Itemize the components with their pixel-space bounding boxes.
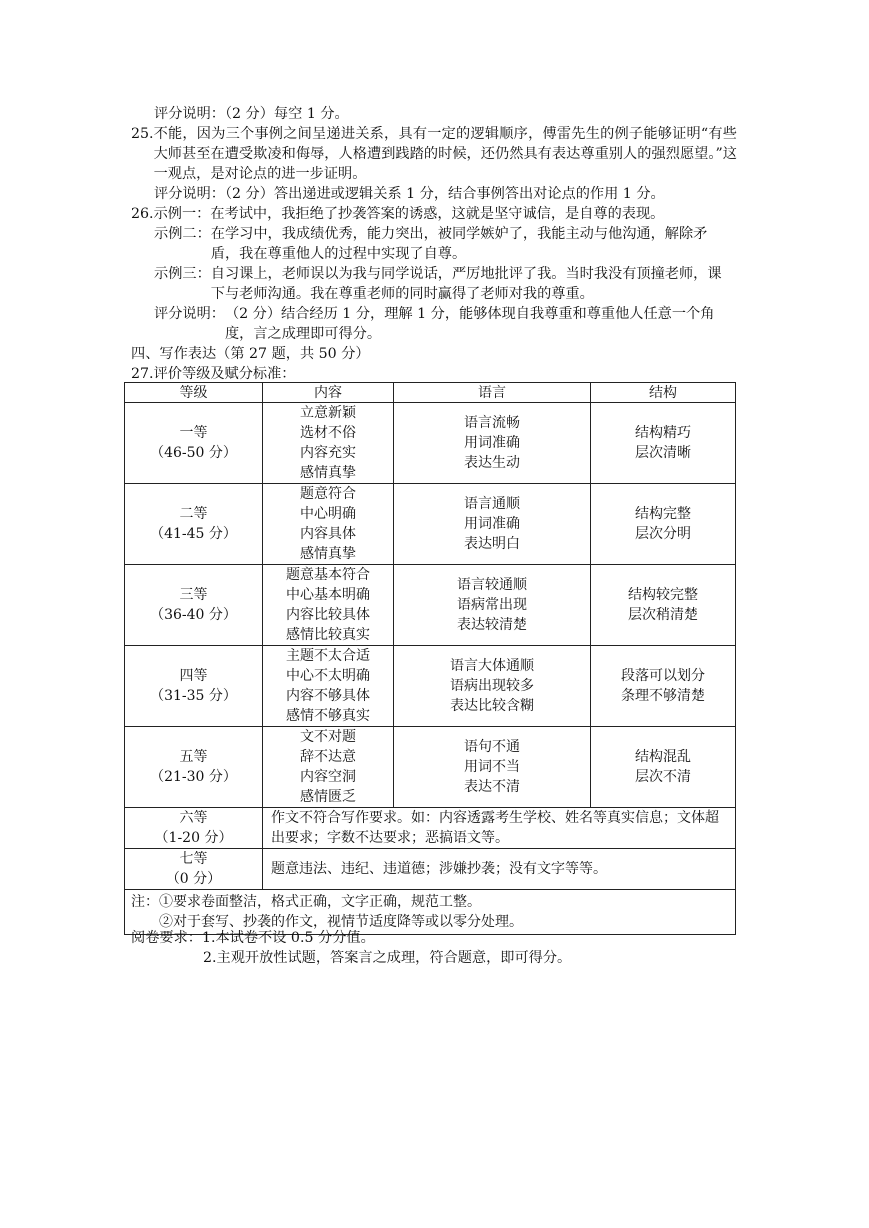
structure-cell [591, 646, 736, 727]
level-6-description: 作文不符合写作要求。如：内容透露考生学校、姓名等真实信息；文体超出要求；字数不达要求；恶搞语文等。 [263, 808, 736, 849]
table-row-level-7 [125, 849, 736, 890]
language-line: 语言流畅 [464, 415, 520, 431]
level-cell [125, 808, 263, 849]
scoring-26-label: 评分说明： [154, 306, 225, 322]
language-cell [394, 646, 591, 727]
level-name: 三等 [179, 587, 208, 603]
structure-line: 结构混乱 [635, 749, 691, 765]
level-name: 七等 [179, 851, 208, 867]
table-header-row [125, 383, 736, 403]
table-row-level-6 [125, 808, 736, 849]
structure-cell [591, 727, 736, 808]
requirement-1: 1.本试卷不设 0.5 分分值。 [201, 930, 375, 946]
note-2: ②对于套写、抄袭的作文，视情节适度降等或以零分处理。 [159, 914, 523, 930]
structure-cell [591, 484, 736, 565]
table-row [125, 403, 736, 484]
level-range: （46-50 分） [150, 445, 237, 461]
level-cell [125, 403, 263, 484]
scoring-26-text: （2 分）结合经历 1 分，理解 1 分，能够体现自我尊重和尊重他人任意一个角度，言之成理即可得分。 [224, 306, 715, 342]
content-cell [263, 646, 394, 727]
example-3-label: 示例三： [154, 266, 211, 282]
grading-requirements [131, 928, 375, 948]
scoring-note-26 [154, 304, 738, 344]
header-structure: 结构 [591, 383, 736, 403]
content-line: 感情比较真实 [286, 627, 370, 643]
level-range: （0 分） [165, 871, 222, 887]
content-line: 内容比较具体 [286, 607, 370, 623]
level-name: 二等 [179, 506, 208, 522]
language-line: 表达比较含糊 [450, 698, 534, 714]
structure-line: 结构完整 [635, 506, 691, 522]
language-cell [394, 565, 591, 646]
structure-line: 结构较完整 [628, 587, 698, 603]
structure-line: 层次稍清楚 [628, 607, 698, 623]
header-level: 等级 [125, 383, 263, 403]
requirement-2: 2.主观开放性试题，答案言之成理，符合题意，即可得分。 [203, 950, 572, 966]
language-line: 语病常出现 [457, 597, 527, 613]
answer-26-example-3 [154, 264, 738, 304]
content-line: 中心基本明确 [286, 587, 370, 603]
scoring-note-25: 评分说明：（2 分）答出递进或逻辑关系 1 分，结合事例答出对论点的作用 1 分。 [154, 186, 665, 202]
answer-25 [131, 124, 737, 184]
table-row [125, 646, 736, 727]
level-name: 五等 [179, 749, 208, 765]
language-line: 用词准确 [464, 516, 520, 532]
content-line: 内容具体 [300, 526, 356, 542]
question-27-heading: 27.评价等级及赋分标准： [131, 366, 296, 382]
content-line: 立意新颖 [300, 405, 356, 421]
content-line: 内容不够具体 [286, 688, 370, 704]
language-line: 表达生动 [464, 455, 520, 471]
level-cell [125, 646, 263, 727]
structure-line: 结构精巧 [635, 425, 691, 441]
example-2-label: 示例二： [154, 226, 211, 242]
level-range: （21-30 分） [150, 769, 237, 785]
table-row [125, 484, 736, 565]
content-line: 感情真挚 [300, 465, 356, 481]
level-name: 一等 [179, 425, 208, 441]
answer-26-number: 26. [131, 206, 154, 222]
content-cell [263, 403, 394, 484]
example-1-text: 在考试中，我拒绝了抄袭答案的诱惑，这就是坚守诚信，是自尊的表现。 [210, 206, 665, 222]
note-1: 注：①要求卷面整洁，格式正确，文字正确，规范工整。 [131, 894, 481, 910]
answer-26-example-2 [154, 224, 738, 264]
answer-25-text: 不能，因为三个事例之间呈递进关系，具有一定的逻辑顺序，傅雷先生的例子能够证明“有些大师甚至在遭受欺凌和侮辱，人格遭到践踏的时候，还仍然具有表达尊重别人的强烈愿望。”这一观点，是对论点的进一步证明。 [153, 126, 737, 182]
example-1-label: 示例一： [153, 206, 211, 222]
content-line: 感情匮乏 [300, 789, 356, 805]
section-4-heading: 四、写作表达（第 27 题，共 50 分） [131, 346, 370, 362]
content-line: 主题不太合适 [286, 648, 370, 664]
structure-line: 层次清晰 [635, 445, 691, 461]
structure-cell [591, 565, 736, 646]
level-cell [125, 849, 263, 890]
content-cell [263, 565, 394, 646]
language-line: 表达不清 [464, 779, 520, 795]
language-line: 语句不通 [464, 739, 520, 755]
level-range: （36-40 分） [150, 607, 237, 623]
level-range: （1-20 分） [154, 830, 233, 846]
structure-line: 段落可以划分 [621, 668, 705, 684]
content-line: 题意符合 [300, 486, 356, 502]
language-cell [394, 484, 591, 565]
header-content: 内容 [263, 383, 394, 403]
language-line: 语病出现较多 [450, 678, 534, 694]
content-line: 内容空洞 [300, 769, 356, 785]
language-line: 用词准确 [464, 435, 520, 451]
grading-requirements-label: 阅卷要求： [131, 930, 202, 946]
level-7-description: 题意违法、违纪、违道德；涉嫌抄袭；没有文字等等。 [263, 849, 736, 890]
language-line: 语言通顺 [464, 496, 520, 512]
level-range: （31-35 分） [150, 688, 237, 704]
content-line: 选材不俗 [300, 425, 356, 441]
level-cell [125, 484, 263, 565]
content-line: 文不对题 [300, 729, 356, 745]
level-range: （41-45 分） [150, 526, 237, 542]
header-language: 语言 [394, 383, 591, 403]
level-cell [125, 727, 263, 808]
language-cell [394, 727, 591, 808]
structure-line: 层次分明 [635, 526, 691, 542]
content-line: 感情真挚 [300, 546, 356, 562]
content-line: 题意基本符合 [286, 567, 370, 583]
language-cell [394, 403, 591, 484]
structure-line: 层次不清 [635, 769, 691, 785]
language-line: 用词不当 [464, 759, 520, 775]
example-2-text: 在学习中，我成绩优秀，能力突出，被同学嫉妒了，我能主动与他沟通，解除矛盾，我在尊重他人的过程中实现了自尊。 [210, 226, 708, 262]
structure-line: 条理不够清楚 [621, 688, 705, 704]
level-name: 六等 [179, 810, 208, 826]
content-line: 辞不达意 [300, 749, 356, 765]
level-cell [125, 565, 263, 646]
content-line: 中心不太明确 [286, 668, 370, 684]
table-row [125, 727, 736, 808]
table-row [125, 565, 736, 646]
content-line: 内容充实 [300, 445, 356, 461]
language-line: 语言较通顺 [457, 577, 527, 593]
structure-cell [591, 403, 736, 484]
content-cell [263, 484, 394, 565]
content-line: 感情不够真实 [286, 708, 370, 724]
answer-26-example-1 [131, 204, 737, 224]
content-line: 中心明确 [300, 506, 356, 522]
example-3-text: 自习课上，老师误以为我与同学说话，严厉地批评了我。当时我没有顶撞老师，课下与老师沟通。我在尊重老师的同时赢得了老师对我的尊重。 [210, 266, 722, 302]
scoring-note-24: 评分说明：（2 分）每空 1 分。 [154, 106, 349, 122]
level-name: 四等 [179, 668, 208, 684]
content-cell [263, 727, 394, 808]
language-line: 表达明白 [464, 536, 520, 552]
language-line: 语言大体通顺 [450, 658, 534, 674]
language-line: 表达较清楚 [457, 617, 527, 633]
scoring-standard-table [124, 382, 736, 935]
answer-25-number: 25. [131, 126, 154, 142]
